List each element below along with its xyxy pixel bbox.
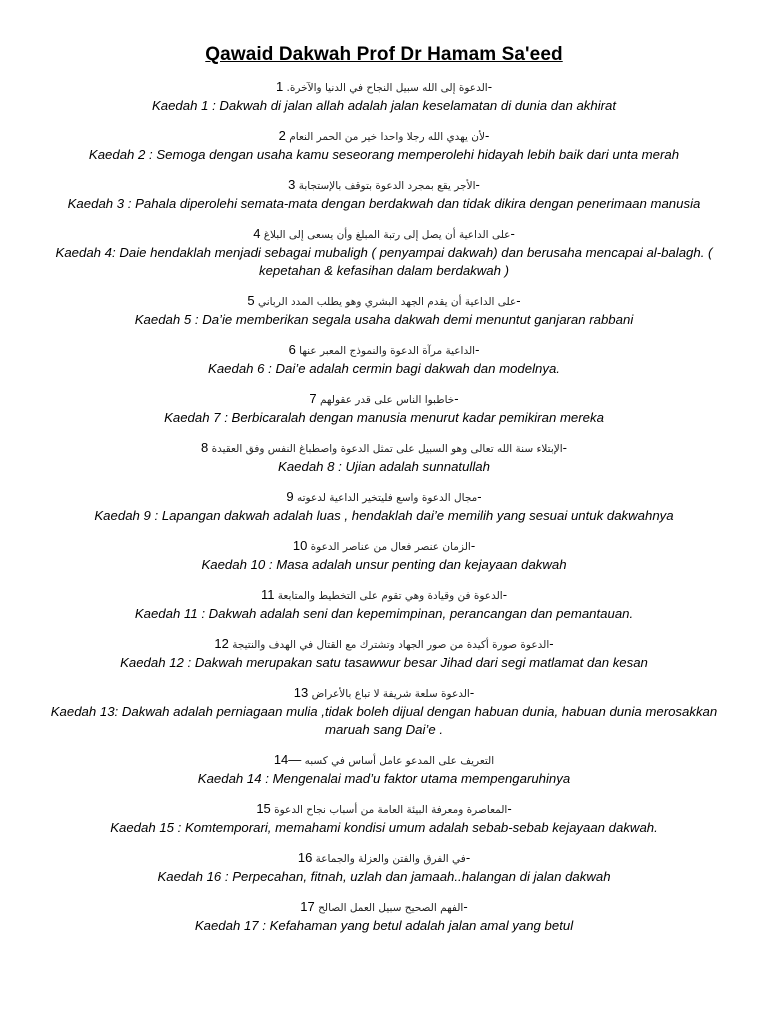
rule-translation: Kaedah 11 : Dakwah adalah seni dan kepemimpinan, perancangan dan pemantauan.	[134, 606, 634, 621]
rule-arabic-line	[40, 341, 728, 360]
rule-arabic-line	[40, 898, 728, 917]
rule-translation: Kaedah 15 : Komtemporari, memahami kondisi umum adalah sebab-sebab kejayaan dakwah.	[110, 820, 658, 835]
rule-item	[40, 341, 728, 378]
rule-translation: Kaedah 16 : Perpecahan, fitnah, uzlah dan jamaah..halangan di jalan dakwah	[157, 869, 611, 884]
rule-translation: Kaedah 5 : Da’ie memberikan segala usaha dakwah demi menuntut ganjaran rabbani	[134, 312, 634, 327]
rule-item	[40, 684, 728, 739]
rule-arabic-line	[40, 225, 728, 244]
rule-item	[40, 176, 728, 213]
rule-item	[40, 635, 728, 672]
rule-number: 1-	[275, 79, 493, 94]
rule-arabic-line	[40, 488, 728, 507]
rule-arabic-line	[40, 127, 728, 146]
rule-arabic-text: الإبتلاء سنة الله تعالى وهو السبيل على تمثل الدعوة واصطباغ النفس وفق العقيدة	[211, 443, 563, 455]
rules-list	[40, 78, 728, 935]
rule-arabic-text: الدعوة فن وقيادة وهي تقوم على التخطيط والمتابعة	[277, 590, 503, 602]
rule-translation: Kaedah 14 : Mengenalai mad’u faktor utama mempengaruhinya	[197, 771, 571, 786]
rule-number: 2-	[278, 128, 490, 143]
rule-item	[40, 586, 728, 623]
rule-translation: Kaedah 4: Daie hendaklah menjadi sebagai mubaligh ( penyampai dakwah) dan berusaha mencapai al-balagh. ( kepetahan & kefasihan dalam berdakwah )	[55, 245, 713, 278]
rule-number: 15-	[256, 801, 512, 816]
rule-arabic-line	[40, 439, 728, 458]
rule-translation: Kaedah 3 : Pahala diperolehi semata-mata dengan berdakwah dan tidak dikira dengan penerimaan manusia	[67, 196, 701, 211]
rule-translation: Kaedah 6 : Dai’e adalah cermin bagi dakwah dan modelnya.	[208, 361, 560, 376]
rule-item	[40, 78, 728, 115]
rule-arabic-text: لأن يهدي الله رجلا واحدا خير من الحمر النعام	[289, 131, 485, 143]
rule-arabic-line	[40, 849, 728, 868]
rule-arabic-line	[40, 537, 728, 556]
rule-item	[40, 127, 728, 164]
rule-number: 7-	[309, 391, 459, 406]
rule-arabic-text: المعاصرة ومعرفة البيئة العامة من أسباب نجاح الدعوة	[274, 804, 508, 816]
rule-translation: Kaedah 8 : Ujian adalah sunnatullah	[278, 459, 490, 474]
rule-number: 4-	[253, 226, 515, 241]
rule-arabic-text: على الداعية أن يصل إلى رتبة المبلغ وأن يسعى إلى البلاغ	[263, 229, 511, 241]
rule-number: 16-	[297, 850, 471, 865]
rule-arabic-line	[40, 684, 728, 703]
rule-item	[40, 439, 728, 476]
rule-translation: Kaedah 10 : Masa adalah unsur penting dan kejayaan dakwah	[201, 557, 567, 572]
rule-arabic-text: الدعوة صورة أكيدة من صور الجهاد وتشترك مع القتال في الهدف والنتيجة	[232, 639, 550, 651]
rule-number: 10-	[292, 538, 476, 553]
rule-item	[40, 800, 728, 837]
rule-arabic-text: الفهم الصحيح سبيل العمل الصالح	[318, 902, 464, 914]
rule-arabic-line	[40, 292, 728, 311]
rule-item	[40, 537, 728, 574]
rule-arabic-text: الزمان عنصر فعال من عناصر الدعوة	[310, 541, 471, 553]
rule-number: 5-	[247, 293, 521, 308]
rule-number: 13-	[293, 685, 475, 700]
rule-item	[40, 898, 728, 935]
rule-arabic-line	[40, 586, 728, 605]
rule-item	[40, 292, 728, 329]
rule-number: 12-	[214, 636, 554, 651]
rule-number: 8-	[200, 440, 567, 455]
rule-arabic-text: الدعوة إلى الله سبيل النجاح في الدنيا والآخرة.	[286, 82, 488, 94]
rule-arabic-line	[40, 176, 728, 195]
rule-arabic-text: خاطبوا الناس على قدر عقولهم	[319, 394, 455, 406]
rule-arabic-text: التعريف على المدعو عامل أساس في كسبه	[304, 755, 495, 767]
rule-number: 9-	[286, 489, 482, 504]
rule-arabic-text: الأجر يقع بمجرد الدعوة بتوقف بالإستجابة	[298, 180, 476, 192]
rule-item	[40, 849, 728, 886]
rule-translation: Kaedah 7 : Berbicaralah dengan manusia menurut kadar pemikiran mereka	[164, 410, 604, 425]
rule-number: 3-	[288, 177, 480, 192]
rule-arabic-text: على الداعية أن يقدم الجهد البشري وهو يطلب المدد الرباني	[257, 296, 517, 308]
rule-arabic-text: في الفرق والفتن والعزلة والجماعة	[315, 853, 466, 865]
rule-arabic-text: مجال الدعوة واسع فليتخير الداعية لدعوته	[296, 492, 478, 504]
rule-arabic-text: الداعية مرآة الدعوة والنموذج المعبر عنها	[299, 345, 476, 357]
rule-translation: Kaedah 17 : Kefahaman yang betul adalah jalan amal yang betul	[194, 918, 574, 933]
rule-translation: Kaedah 13: Dakwah adalah perniagaan mulia ,tidak boleh dijual dengan habuan dunia, habuan dunia merosakkan maruah sang Dai’e .	[50, 704, 718, 737]
document-title: Qawaid Dakwah Prof Dr Hamam Sa'eed	[205, 44, 563, 65]
rule-translation: Kaedah 2 : Semoga dengan usaha kamu seseorang memperolehi hidayah lebih baik dari unta merah	[88, 147, 680, 162]
rule-arabic-line	[40, 78, 728, 97]
rule-item	[40, 390, 728, 427]
rule-item	[40, 225, 728, 280]
rule-item	[40, 488, 728, 525]
rule-item	[40, 751, 728, 788]
rule-translation: Kaedah 9 : Lapangan dakwah adalah luas , hendaklah dai’e memilih yang sesuai untuk dakwahnya	[94, 508, 674, 523]
rule-number: 17-	[300, 899, 468, 914]
rule-arabic-line	[40, 635, 728, 654]
rule-arabic-line	[40, 800, 728, 819]
rule-translation: Kaedah 1 : Dakwah di jalan allah adalah jalan keselamatan di dunia dan akhirat	[151, 98, 617, 113]
rule-number: —14	[273, 752, 302, 767]
rule-arabic-text: الدعوة سلعة شريفة لا تباع بالأعراض	[311, 688, 470, 700]
rule-arabic-line	[40, 390, 728, 409]
rule-number: 11-	[260, 587, 508, 602]
rule-number: 6-	[288, 342, 480, 357]
rule-arabic-line	[40, 751, 728, 770]
rule-translation: Kaedah 12 : Dakwah merupakan satu tasawwur besar Jihad dari segi matlamat dan kesan	[120, 655, 648, 670]
